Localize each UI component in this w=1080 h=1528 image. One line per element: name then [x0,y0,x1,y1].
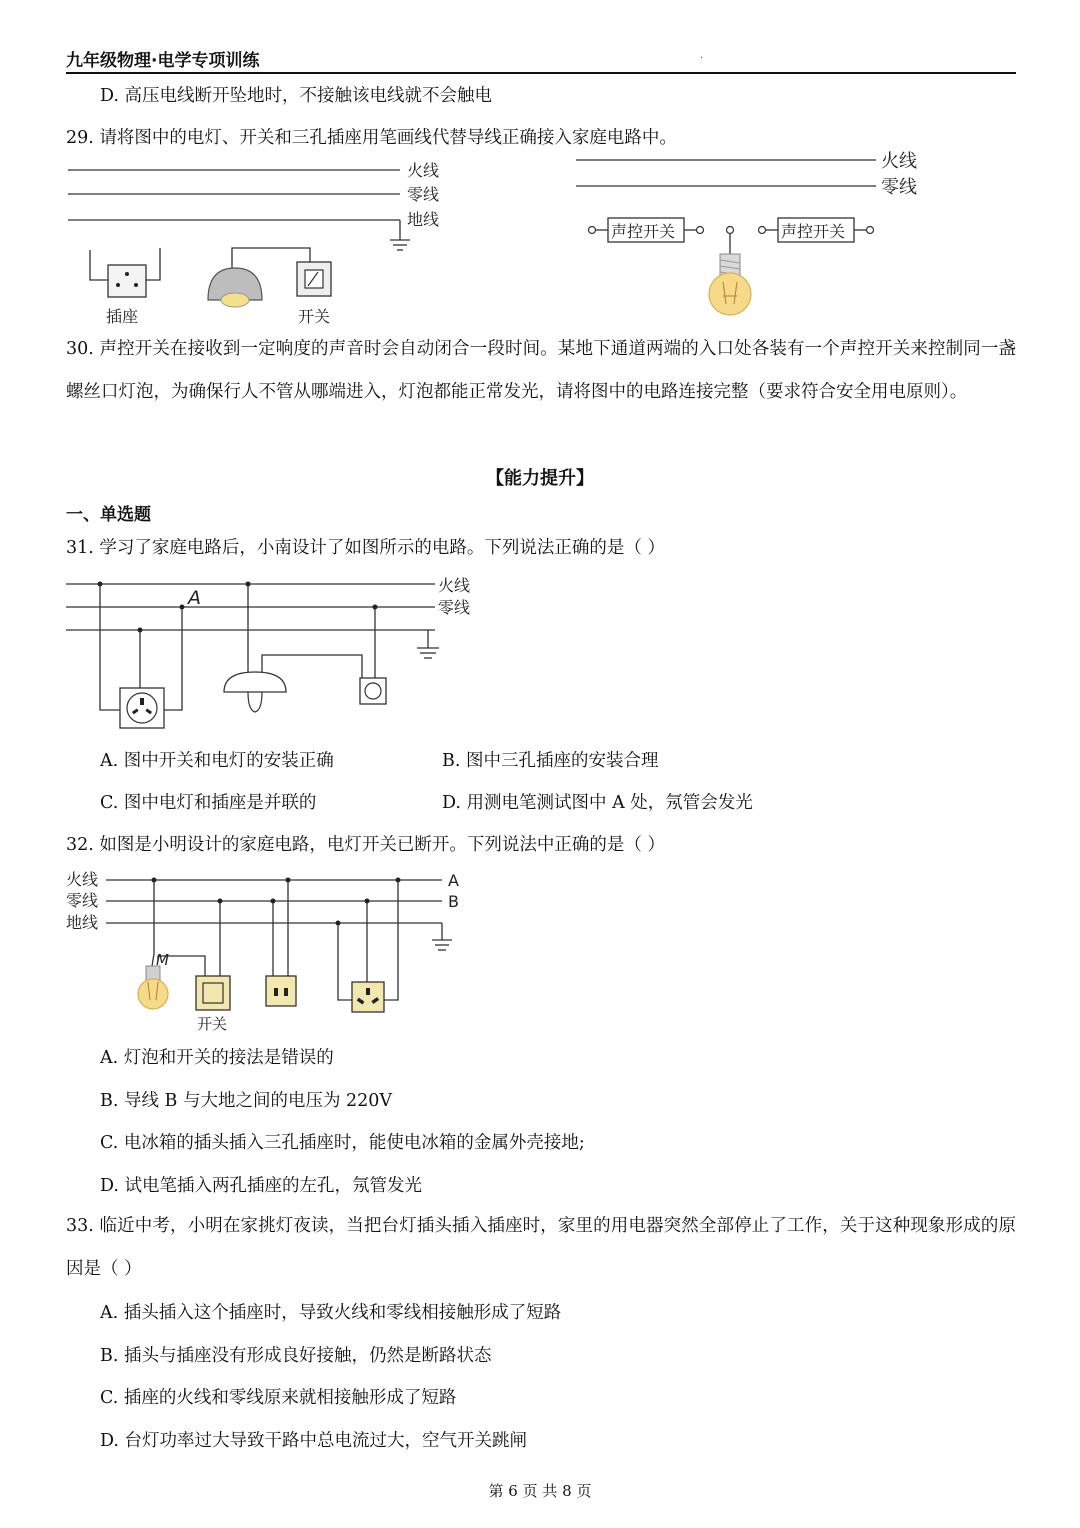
q32-switch-label: 开关 [197,1015,228,1033]
page-header-title: 九年级物理·电学专项训练 [66,51,260,71]
header-dot: . [700,50,704,61]
q33-text: 33. 临近中考，小明在家挑灯夜读，当把台灯插头插入插座时，家里的用电器突然全部停止了工作，关于这种现象形成的原因是（ ） [66,1216,1016,1279]
q32-ground-label: 地线 [66,913,99,932]
q30-circuit-figure [570,148,930,324]
q31-text: 31. 学习了家庭电路后，小南设计了如图所示的电路。下列说法正确的是（ ） [66,538,665,558]
q29-text: 29. 请将图中的电灯、开关和三孔插座用笔画线代替导线正确接入家庭电路中。 [66,128,677,148]
q32-label-a: A [448,871,459,890]
q29-live-label: 火线 [407,161,440,180]
q30-live-label: 火线 [881,151,917,172]
q32-option-d: D. 试电笔插入两孔插座的左孔，氖管发光 [100,1176,423,1196]
section-title: 【能力提升】 [486,468,594,489]
q32-text: 32. 如图是小明设计的家庭电路，电灯开关已断开。下列说法中正确的是（ ） [66,835,665,855]
q29-switch-label: 开关 [298,307,331,326]
q32-label-b: B [448,892,459,911]
q32-label-m: M [156,951,169,969]
q32-live-label: 火线 [66,870,99,889]
q32-circuit-figure [60,866,470,1038]
q33-option-d: D. 台灯功率过大导致干路中总电流过大，空气开关跳闸 [100,1431,528,1451]
q31-option-b: B. 图中三孔插座的安装合理 [442,751,659,771]
q28-option-d: D. 高压电线断开坠地时，不接触该电线就不会触电 [100,86,493,106]
q32-option-b: B. 导线 B 与大地之间的电压为 220V [100,1091,393,1111]
q31-option-c: C. 图中电灯和插座是并联的 [100,793,317,813]
q31-point-a: A [188,587,201,609]
q31-option-a: A. 图中开关和电灯的安装正确 [100,751,334,771]
page-footer: 第 6 页 共 8 页 [488,1482,592,1500]
q33-option-a: A. 插头插入这个插座时，导致火线和零线相接触形成了短路 [100,1303,562,1323]
q30-neutral-label: 零线 [881,177,917,198]
q29-socket-label: 插座 [106,307,139,326]
subsection-title: 一、单选题 [66,505,151,525]
q32-neutral-label: 零线 [66,891,99,910]
q31-live-label: 火线 [438,576,471,595]
q30-switch2-label: 声控开关 [781,222,846,241]
q29-ground-label: 地线 [407,210,440,229]
q31-neutral-label: 零线 [438,598,471,617]
q31-option-d: D. 用测电笔测试图中 A 处，氖管会发光 [442,793,753,813]
q33-option-b: B. 插头与插座没有形成良好接触，仍然是断路状态 [100,1346,492,1366]
q29-circuit-figure [60,150,460,330]
q32-option-c: C. 电冰箱的插头插入三孔插座时，能使电冰箱的金属外壳接地; [100,1133,585,1153]
q30-switch1-label: 声控开关 [611,222,676,241]
q32-option-a: A. 灯泡和开关的接法是错误的 [100,1048,334,1068]
header-rule [66,72,1016,74]
q33-option-c: C. 插座的火线和零线原来就相接触形成了短路 [100,1388,457,1408]
q31-circuit-figure [60,572,490,734]
q29-neutral-label: 零线 [407,185,440,204]
q30-text: 30. 声控开关在接收到一定响度的声音时会自动闭合一段时间。某地下通道两端的入口处各装有一个声控开关来控制同一盏螺丝口灯泡，为确保行人不管从哪端进入，灯泡都能正常发光，请将图中的电路连接完整（要求符合安全用电原则）。 [66,339,1016,402]
